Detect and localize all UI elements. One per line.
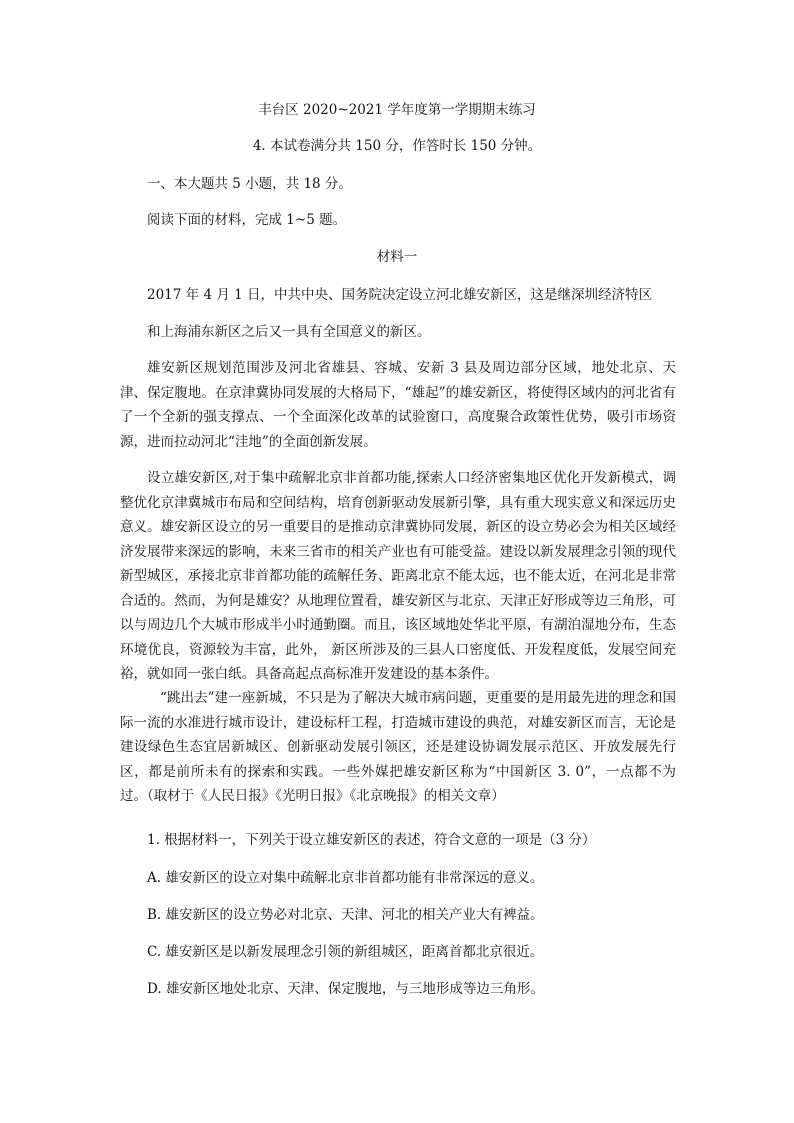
exam-title: 丰台区 2020~2021 学年度第一学期期末练习	[258, 102, 536, 118]
option-a: A. 雄安新区的设立对集中疏解北京非首都功能有非常深远的意义。	[147, 870, 544, 886]
option-c: C. 雄安新区是以新发展理念引领的新组城区，距离首都北京很近。	[147, 944, 544, 960]
material-paragraph-2: 设立雄安新区,对于集中疏解北京非首都功能,探索人口经济密集地区优化开发新模式，调整优化京津冀城市布局和空间结构，培育创新驱动发展新引擎，具有重大现实意义和深远历史意义。雄安新区设立的另一重要目的是推动京津冀协同发展，新区的设立势必会为相关区域经济发展带来深远的影响，未来三省市的相关产业也有可能受益。建设以新发展理念引领的现代新型城区，承接北京非首都功能的疏解任务、距离北京不能太远，也不能太近，在河北是非常合适的。然而，为何是雄安？从地理位置看，雄安新区与北京、天津正好形成等边三角形，可以与周边几个大城市形成半小时通勤圈。而且，该区域地处华北平原，有湖泊湿地分布，生态环境优良，资源较为丰富，此外， 新区所涉及的三县人口密度低、开发程度低，发展空间充裕，就如同一张白纸。具备高起点高标准开发建设的基本条件。	[120, 470, 676, 682]
question-stem: 1. 根据材料一，下列关于设立雄安新区的表述，符合文意的一项是（3 分）	[147, 832, 596, 848]
option-b: B. 雄安新区的设立势必对北京、天津、河北的相关产业大有裨益。	[147, 907, 544, 923]
reading-instruction: 阅读下面的材料，完成 1~5 题。	[147, 212, 347, 228]
material-intro-line1: 2017 年 4 月 1 日，中共中央、国务院决定设立河北雄安新区，这是继深圳经济特区	[147, 287, 652, 303]
exam-note: 4. 本试卷满分共 150 分，作答时长 150 分钟。	[252, 138, 542, 154]
material-title: 材料一	[376, 249, 418, 265]
option-d: D. 雄安新区地处北京、天津、保定腹地，与三地形成等边三角形。	[147, 981, 544, 997]
section-heading: 一、本大题共 5 小题，共 18 分。	[147, 176, 352, 192]
material-paragraph-1: 雄安新区规划范围涉及河北省雄县、容城、安新 3 县及周边部分区域，地处北京、天津、保定腹地。在京津冀协同发展的大格局下，“雄起”的雄安新区，将使得区域内的河北省有了一个全新的强支撑点、一个全面深化改革的试验窗口，高度聚合政策性优势，吸引市场资源，进而拉动河北“洼地”的全面创新发展。	[120, 360, 676, 450]
material-intro-line2: 和上海浦东新区之后又一具有全国意义的新区。	[147, 324, 431, 340]
material-paragraph-3: “跳出去”建一座新城，不只是为了解决大城市病问题，更重要的是用最先进的理念和国际一流的水准进行城市设计，建设标杆工程，打造城市建设的典范，对雄安新区而言，无论是建设绿色生态宜居新城区、创新驱动发展引领区，还是建设协调发展示范区、开放发展先行区，都是前所未有的探索和实践。一些外媒把雄安新区称为“中国新区 3. 0”，一点都不为过。（取材于《人民日报》《光明日报》《北京晚报》的相关文章）	[120, 690, 676, 804]
